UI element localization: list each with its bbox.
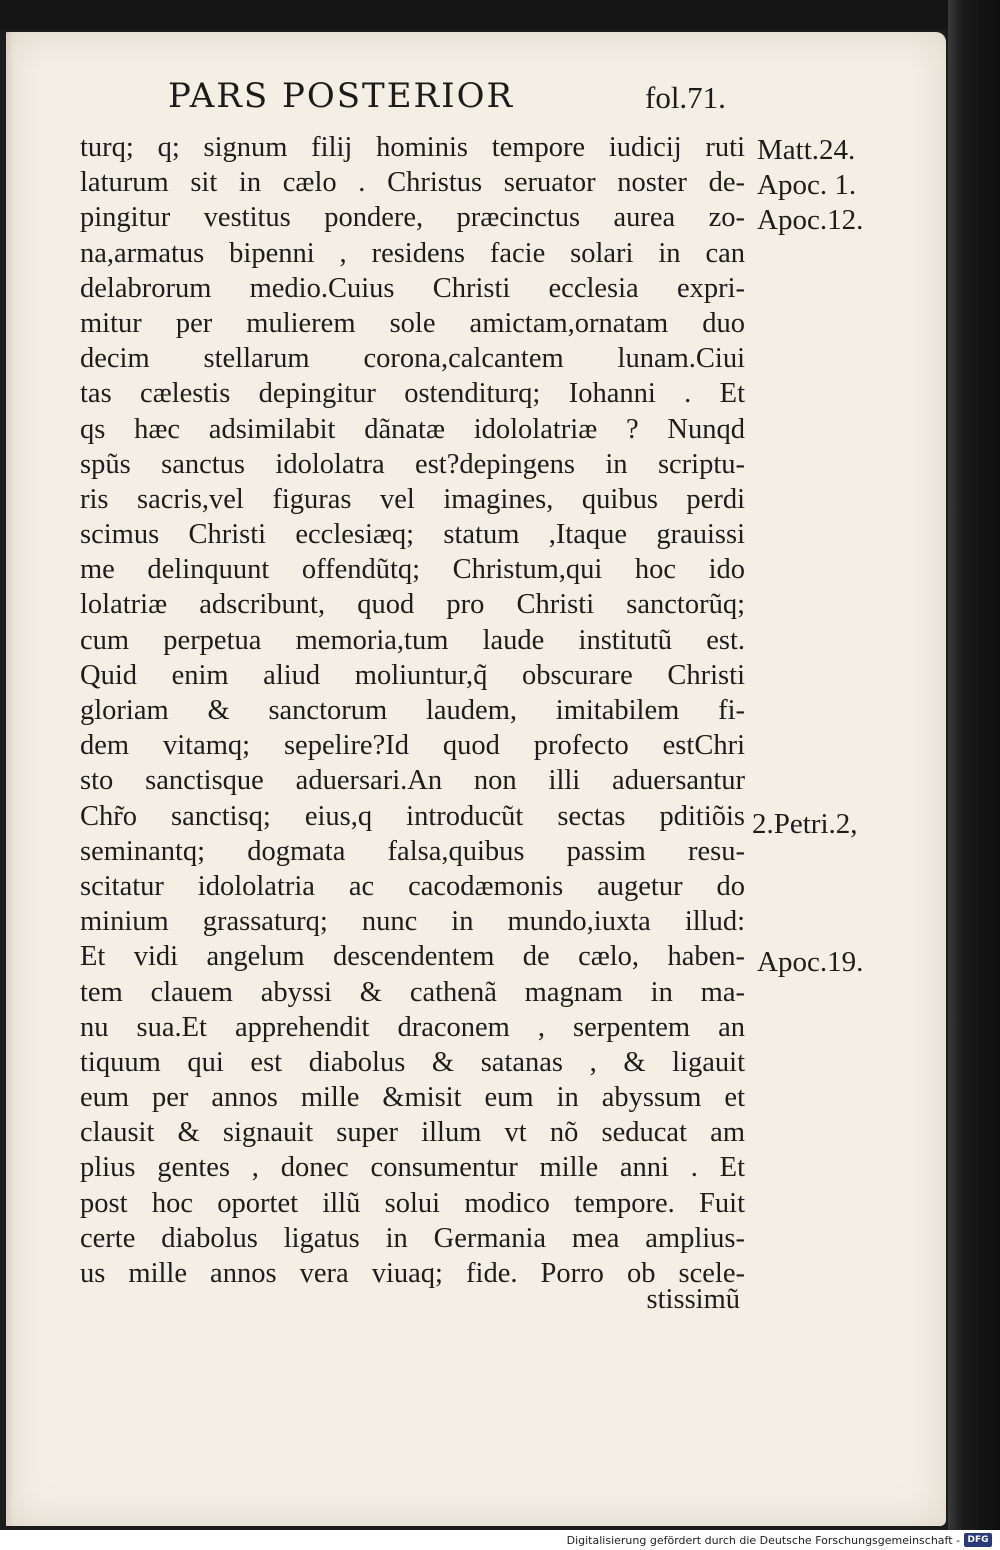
text-line: certe diabolus ligatus in Germania mea amplius- bbox=[80, 1222, 745, 1254]
text-line: Quid enim aliud moliuntur,q̃ obscurare Christi bbox=[80, 659, 745, 691]
text-line: gloriam & sanctorum laudem, imitabilem fi- bbox=[80, 695, 745, 726]
marginal-note-apoc-12: Apoc.12. bbox=[757, 204, 864, 236]
text-line: na,armatus bipenni , residens facie solari in can bbox=[80, 237, 745, 269]
text-line: me delinquunt offendũtq; Christum,qui hoc ido bbox=[80, 554, 745, 586]
body-text-block bbox=[80, 130, 745, 1291]
text-line: dem vitamq; sepelire?Id quod profecto estChri bbox=[80, 730, 745, 762]
text-line: nu sua.Et apprehendit draconem , serpentem an bbox=[80, 1011, 745, 1043]
text-line: turq; q; signum filij hominis tempore iudicij ruti bbox=[80, 132, 745, 163]
text-line: tem clauem abyssi & cathenã magnam in ma- bbox=[80, 976, 745, 1008]
scan-background-top bbox=[0, 0, 1000, 30]
text-line: delabrorum medio.Cuius Christi ecclesia expri- bbox=[80, 272, 745, 304]
text-line: seminantq; dogmata falsa,quibus passim resu- bbox=[80, 835, 745, 867]
dfg-logo-icon: DFG bbox=[964, 1533, 992, 1547]
text-line: clausit & signauit super illum vt nõ seducat am bbox=[80, 1117, 745, 1149]
text-line: cum perpetua memoria,tum laude institutũ est. bbox=[80, 624, 745, 656]
text-line: mitur per mulierem sole amictam,ornatam duo bbox=[80, 307, 745, 339]
folio-number: fol.71. bbox=[645, 80, 726, 115]
footer-credit: Digitalisierung gefördert durch die Deutsche Forschungsgemeinschaft - bbox=[566, 1534, 960, 1547]
text-line: Et vidi angelum descendentem de cælo, haben- bbox=[80, 941, 745, 973]
text-line: post hoc oportet illũ solui modico tempore. Fuit bbox=[80, 1187, 745, 1219]
text-line: Chr̃o sanctisq; eius,q introducũt sectas pditiõis bbox=[80, 800, 745, 832]
text-line: lolatriæ adscribunt, quod pro Christi sanctorũq; bbox=[80, 589, 745, 621]
scan-background-right bbox=[948, 0, 1000, 1530]
text-line: pingitur vestitus pondere, præcinctus aurea zo- bbox=[80, 202, 745, 234]
text-line: sto sanctisque aduersari.An non illi aduersantur bbox=[80, 765, 745, 797]
marginal-note-petri: 2.Petri.2, bbox=[752, 808, 858, 840]
marginal-note-apoc-1: Apoc. 1. bbox=[757, 169, 857, 201]
running-head: PARS POSTERIOR bbox=[168, 76, 515, 116]
text-line: minium grassaturq; nunc in mundo,iuxta illud: bbox=[80, 906, 745, 938]
text-line: tiquum qui est diabolus & satanas , & ligauit bbox=[80, 1046, 745, 1078]
text-line: decim stellarum corona,calcantem lunam.Ciui bbox=[80, 343, 745, 375]
text-line: scitatur idololatria ac cacodæmonis augetur do bbox=[80, 870, 745, 902]
text-line: scimus Christi ecclesiæq; statum ,Itaque grauissi bbox=[80, 519, 745, 551]
text-line: plius gentes , donec consumentur mille anni . Et bbox=[80, 1152, 745, 1184]
text-line: ris sacris,vel figuras vel imagines, quibus perdi bbox=[80, 483, 745, 515]
text-line: tas cælestis depingitur ostenditurq; Iohanni . Et bbox=[80, 378, 745, 410]
marginal-note-apoc-19: Apoc.19. bbox=[757, 946, 864, 978]
text-line: eum per annos mille &misit eum in abyssum et bbox=[80, 1082, 745, 1114]
text-line: qs hæc adsimilabit dãnatæ idololatriæ ? Nunqd bbox=[80, 413, 745, 445]
text-line: us mille annos vera viuaq; fide. Porro ob scele- bbox=[80, 1258, 745, 1289]
marginal-note-matt: Matt.24. bbox=[757, 134, 856, 166]
page-gutter-shadow bbox=[6, 32, 14, 1526]
text-line: laturum sit in cælo . Christus seruator noster de- bbox=[80, 167, 745, 199]
catchword: stissimũ bbox=[646, 1284, 740, 1315]
text-line: spũs sanctus idololatra est?depingens in scriptu- bbox=[80, 448, 745, 480]
